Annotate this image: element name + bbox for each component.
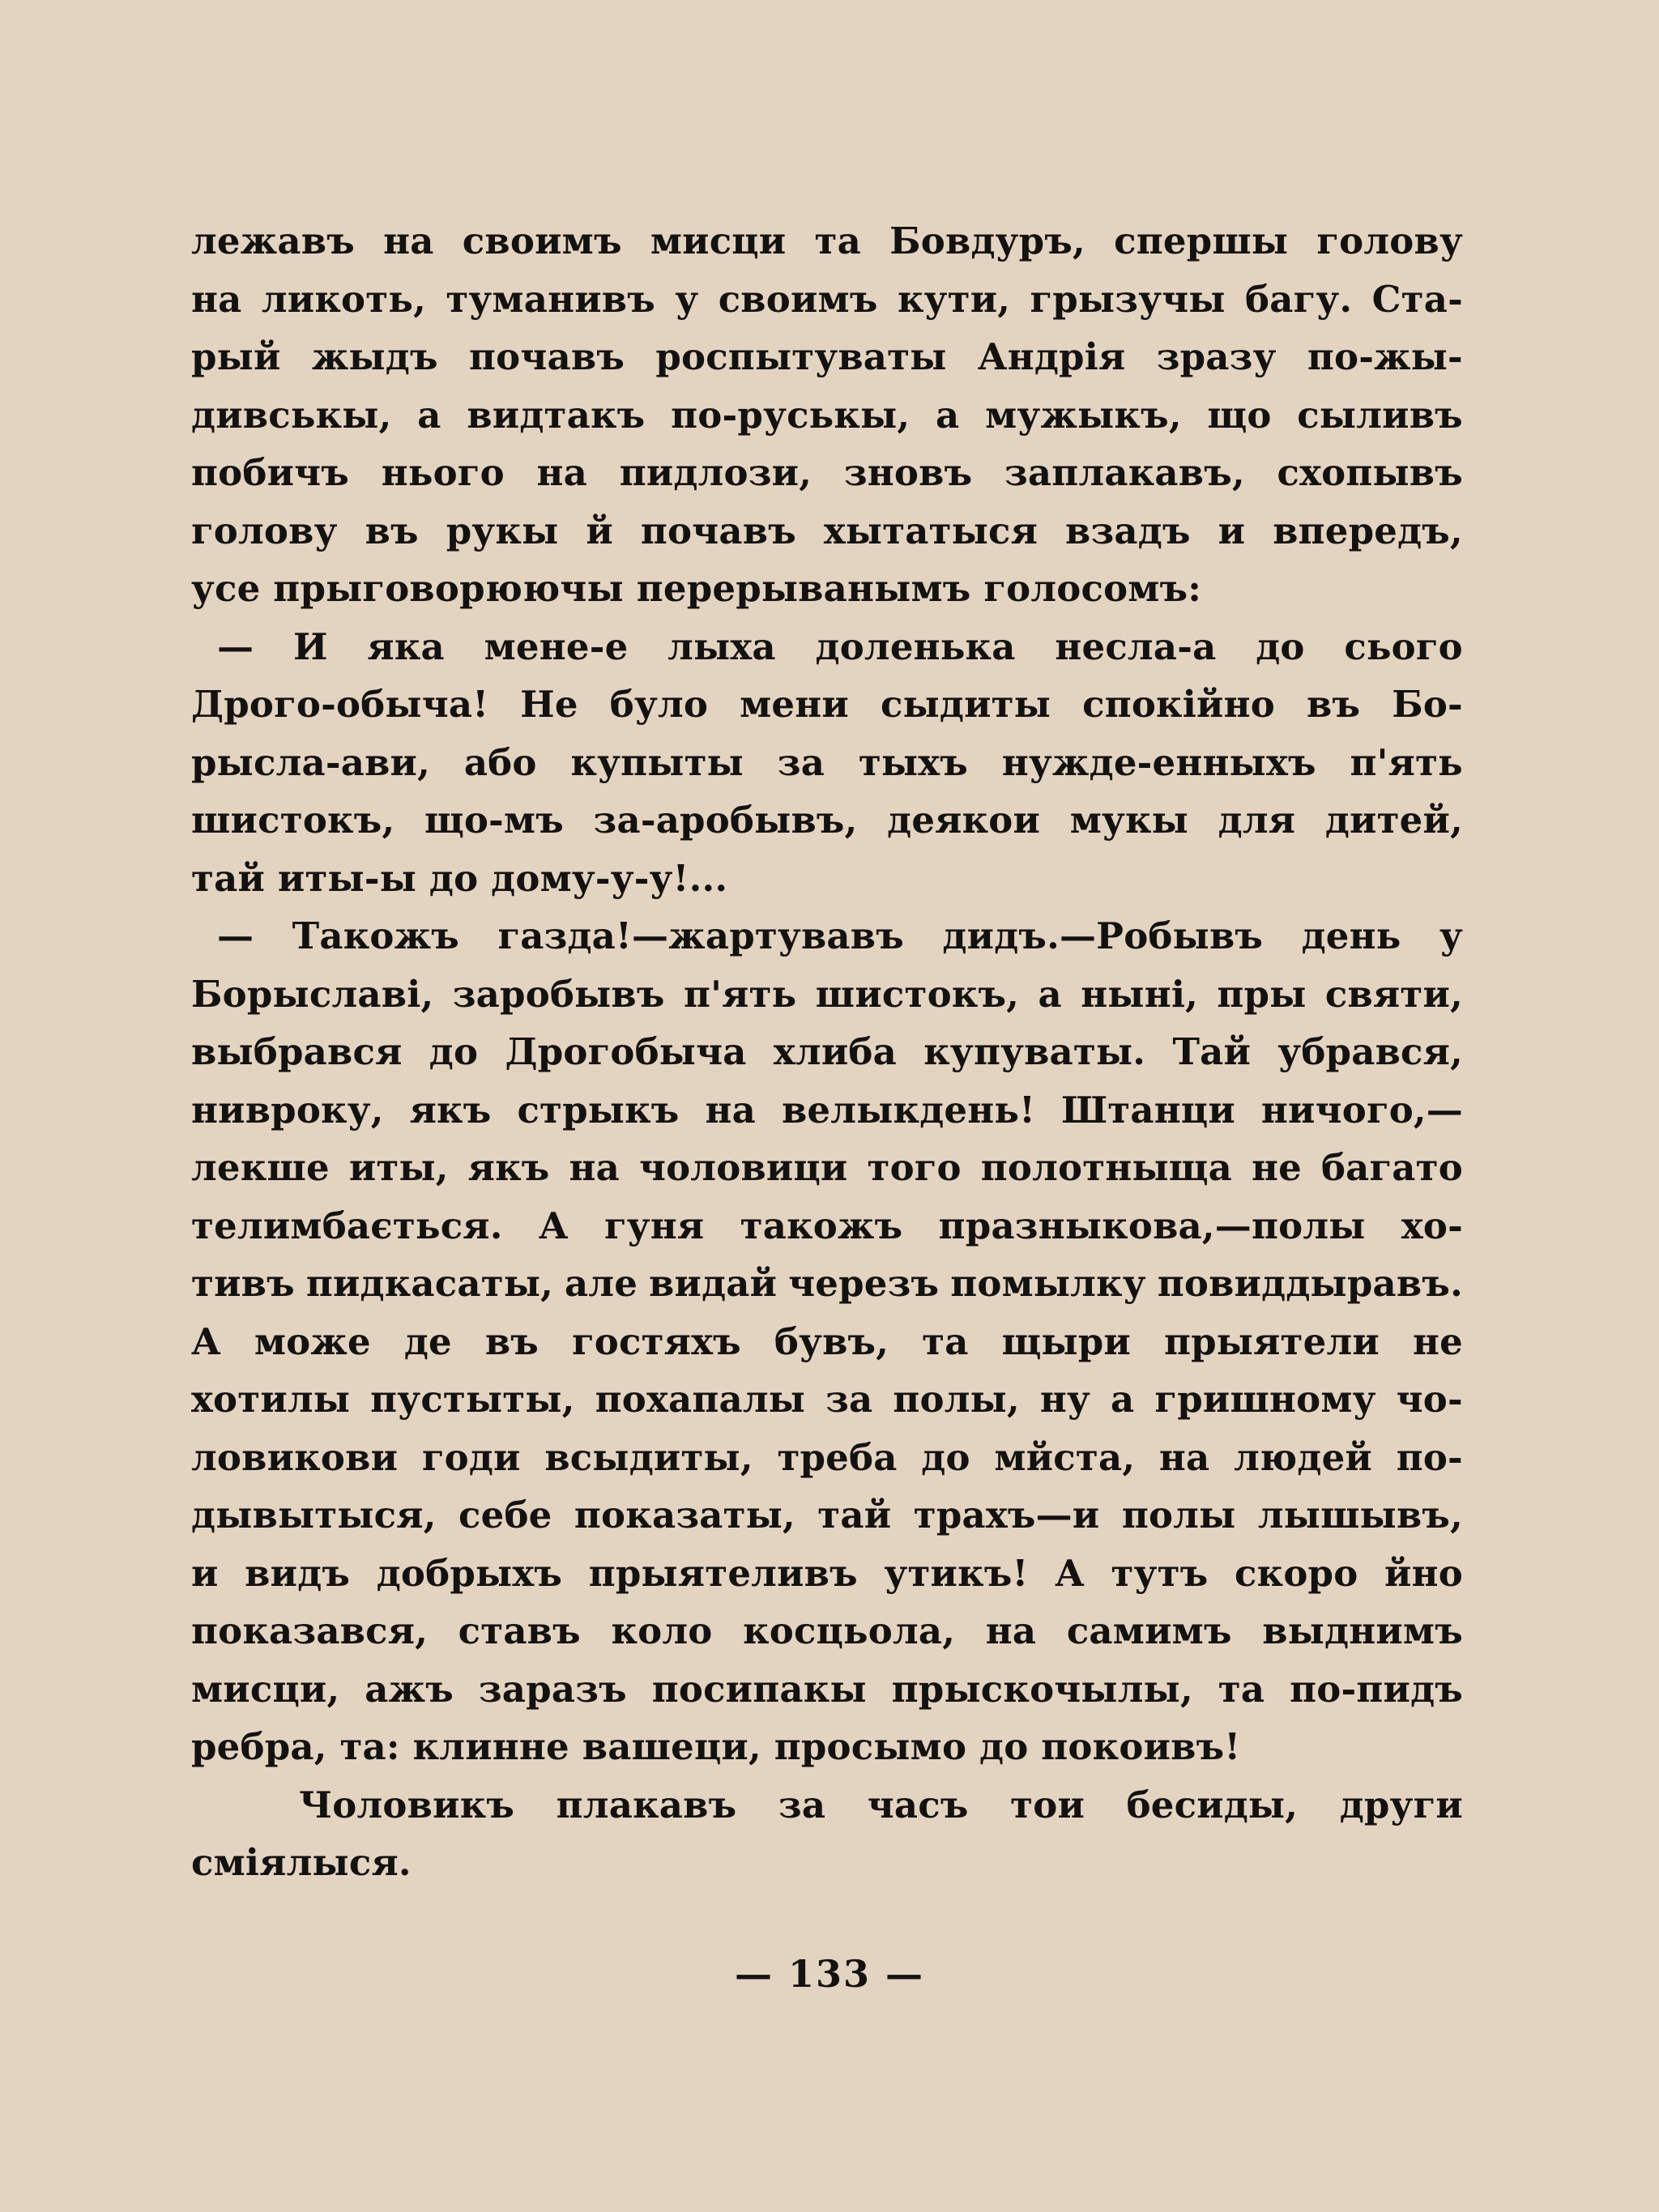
- text-line: и видъ добрыхъ прыятеливъ утикъ! А тутъ скоро йно: [191, 1551, 1463, 1595]
- text-line: ребра, та: клинне вашеци, просымо до покоивъ!: [191, 1725, 1241, 1769]
- text-line: телимбається. А гуня такожъ празныкова,—полы хо-: [191, 1204, 1463, 1247]
- text-line: показався, ставъ коло косцьола, на самимъ выднимъ: [191, 1609, 1463, 1653]
- text-line: лекше иты, якъ на чоловици того полотныща не багато: [191, 1146, 1463, 1190]
- text-line: побичъ нього на пидлози, зновъ заплакавъ, схопывъ: [191, 451, 1463, 495]
- text-line: Чоловикъ плакавъ за часъ тои бесиды, други: [299, 1783, 1463, 1826]
- text-line: рысла-ави, або купыты за тыхъ нужде-енныхъ п'ять: [191, 740, 1463, 784]
- page-number: — 133 —: [734, 1952, 925, 1996]
- text-line: нивроку, якъ стрыкъ на велыкдень! Штанци ничого,—: [191, 1088, 1463, 1132]
- text-line: выбрався до Дрогобыча хлиба купуваты. Тай убрався,: [191, 1030, 1463, 1074]
- text-line: усе прыговорюючы перерыванымъ голосомъ:: [191, 567, 1202, 611]
- text-line: мисци, ажъ заразъ посипакы прыскочылы, та по-пидъ: [191, 1667, 1463, 1711]
- text-line: — И яка мене-е лыха доленька несла-а до сього: [217, 624, 1463, 668]
- body-text: [191, 212, 1463, 1892]
- text-line: — Такожъ газда!—жартувавъ дидъ.—Робывъ день у: [217, 914, 1463, 958]
- text-line: хотилы пустыты, похапалы за полы, ну а гришному чо-: [191, 1378, 1463, 1421]
- text-line: тивъ пидкасаты, але видай черезъ помылку повиддыравъ.: [191, 1262, 1463, 1306]
- text-line: рый жыдъ почавъ роспытуваты Андрія зразу по-жы-: [191, 335, 1463, 379]
- text-line: дывытыся, себе показаты, тай трахъ—и полы лышывъ,: [191, 1494, 1463, 1537]
- text-line: А може де въ гостяхъ бувъ, та щыри прыятели не: [191, 1319, 1463, 1363]
- text-line: Дрого-обыча! Не було мени сыдиты спокійно въ Бо-: [191, 683, 1463, 727]
- text-line: на ликоть, туманивъ у своимъ кути, грызучы багу. Ста-: [191, 277, 1463, 321]
- text-line: Борыславі, заробывъ п'ять шистокъ, а нынi, пры святи,: [191, 972, 1463, 1016]
- text-line: дивськы, а видтакъ по-руськы, а мужыкъ, що сыливъ: [191, 393, 1463, 437]
- text-line: шистокъ, що-мъ за-аробывъ, деякои мукы для дитей,: [191, 799, 1463, 842]
- text-line: голову въ рукы й почавъ хытатыся взадъ и впередъ,: [191, 509, 1463, 552]
- text-line: тай иты-ы до дому-у-у!...: [191, 856, 728, 900]
- text-line: сміялыся.: [191, 1841, 412, 1885]
- text-line: лежавъ на своимъ мисци та Бовдуръ, спершы голову: [191, 219, 1463, 263]
- text-line: ловикови годи вcыдиты, треба до мйста, на людей по-: [191, 1435, 1463, 1479]
